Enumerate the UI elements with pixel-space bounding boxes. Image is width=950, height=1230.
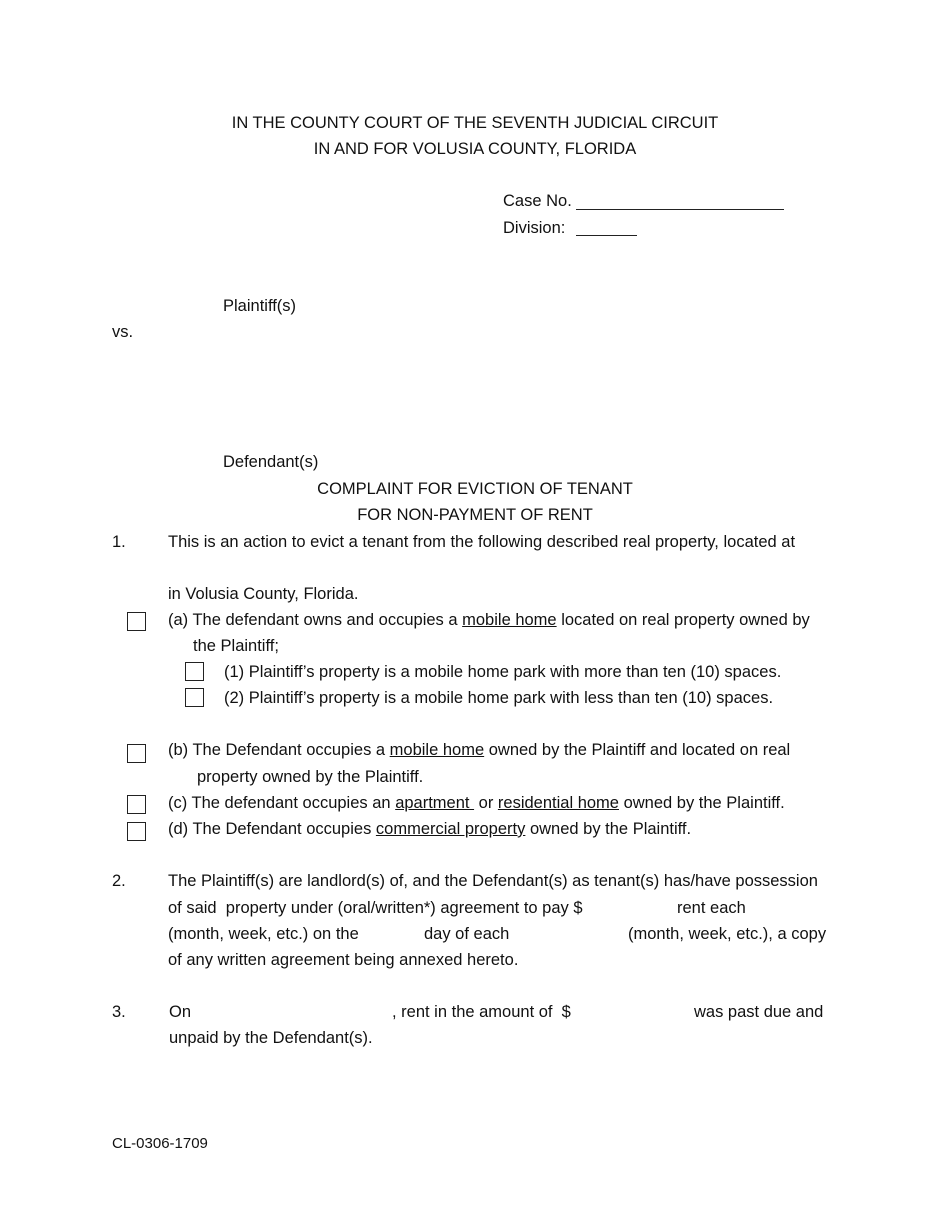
para1-text: This is an action to evict a tenant from the following described real property, located at: [168, 533, 796, 551]
option-b-text: [168, 740, 790, 760]
option-a-text: [168, 610, 810, 630]
form-code: CL-0306-1709: [112, 1135, 208, 1152]
option-b-line2: property owned by the Plaintiff.: [197, 768, 424, 786]
option-c-checkbox[interactable]: [127, 795, 146, 814]
option-b-mobile-home: mobile home: [389, 741, 485, 759]
para3-rent-amount: , rent in the amount of $: [392, 1003, 571, 1021]
vs-label: vs.: [112, 323, 134, 341]
option-d-text: [168, 819, 691, 839]
para2-line4: of any written agreement being annexed hereto.: [168, 951, 519, 969]
option-d-prefix: (d) The Defendant occupies: [168, 820, 376, 838]
option-a1-text: (1) Plaintiff’s property is a mobile home park with more than ten (10) spaces.: [224, 663, 782, 681]
para2-line3c: (month, week, etc.), a copy: [628, 925, 827, 943]
option-a-line2: the Plaintiff;: [193, 637, 279, 655]
para2-line2b: rent each: [677, 899, 746, 917]
option-a2-checkbox[interactable]: [185, 688, 204, 707]
defendant-label: Defendant(s): [223, 453, 319, 471]
option-a-suffix: located on real property owned by: [556, 611, 810, 629]
para1-number: 1.: [112, 533, 126, 551]
case-no-field[interactable]: [576, 209, 784, 210]
option-d-checkbox[interactable]: [127, 822, 146, 841]
option-c-text: [168, 793, 785, 813]
option-a-checkbox[interactable]: [127, 612, 146, 631]
option-c-prefix: (c) The defendant occupies an: [168, 794, 396, 812]
para3-line2: unpaid by the Defendant(s).: [169, 1029, 373, 1047]
para1-county: in Volusia County, Florida.: [168, 585, 359, 603]
para3-past-due: was past due and: [694, 1003, 824, 1021]
option-a-mobile-home: mobile home: [462, 611, 557, 629]
option-c-or: or: [474, 794, 498, 812]
para2-line2a: of said property under (oral/written*) agreement to pay $: [168, 899, 583, 917]
court-heading-line1: IN THE COUNTY COURT OF THE SEVENTH JUDICIAL CIRCUIT: [231, 114, 719, 132]
option-c-suffix: owned by the Plaintiff.: [618, 794, 785, 812]
option-a2-text: (2) Plaintiff’s property is a mobile home park with less than ten (10) spaces.: [224, 689, 774, 707]
para2-line1: The Plaintiff(s) are landlord(s) of, and the Defendant(s) as tenant(s) has/have possession: [168, 872, 818, 890]
option-c-apartment: apartment: [395, 794, 475, 812]
para2-line3a: (month, week, etc.) on the: [168, 925, 359, 943]
case-no-label: Case No.: [503, 192, 572, 210]
option-a1-checkbox[interactable]: [185, 662, 204, 681]
para3-on: On: [169, 1003, 192, 1021]
division-field[interactable]: [576, 235, 637, 236]
option-d-suffix: owned by the Plaintiff.: [525, 820, 692, 838]
option-b-prefix: (b) The Defendant occupies a: [168, 741, 390, 759]
plaintiff-label: Plaintiff(s): [223, 297, 297, 315]
option-b-checkbox[interactable]: [127, 744, 146, 763]
para2-number: 2.: [112, 872, 126, 890]
option-d-commercial-property: commercial property: [375, 820, 526, 838]
option-c-residential-home: residential home: [497, 794, 619, 812]
complaint-title-line1: COMPLAINT FOR EVICTION OF TENANT: [317, 480, 633, 498]
para2-line3b: day of each: [424, 925, 510, 943]
court-heading-line2: IN AND FOR VOLUSIA COUNTY, FLORIDA: [313, 140, 637, 158]
option-a-prefix: (a) The defendant owns and occupies a: [168, 611, 463, 629]
option-b-suffix: owned by the Plaintiff and located on real: [484, 741, 791, 759]
complaint-title-line2: FOR NON-PAYMENT OF RENT: [357, 506, 593, 524]
division-label: Division:: [503, 219, 566, 237]
para3-number: 3.: [112, 1003, 126, 1021]
